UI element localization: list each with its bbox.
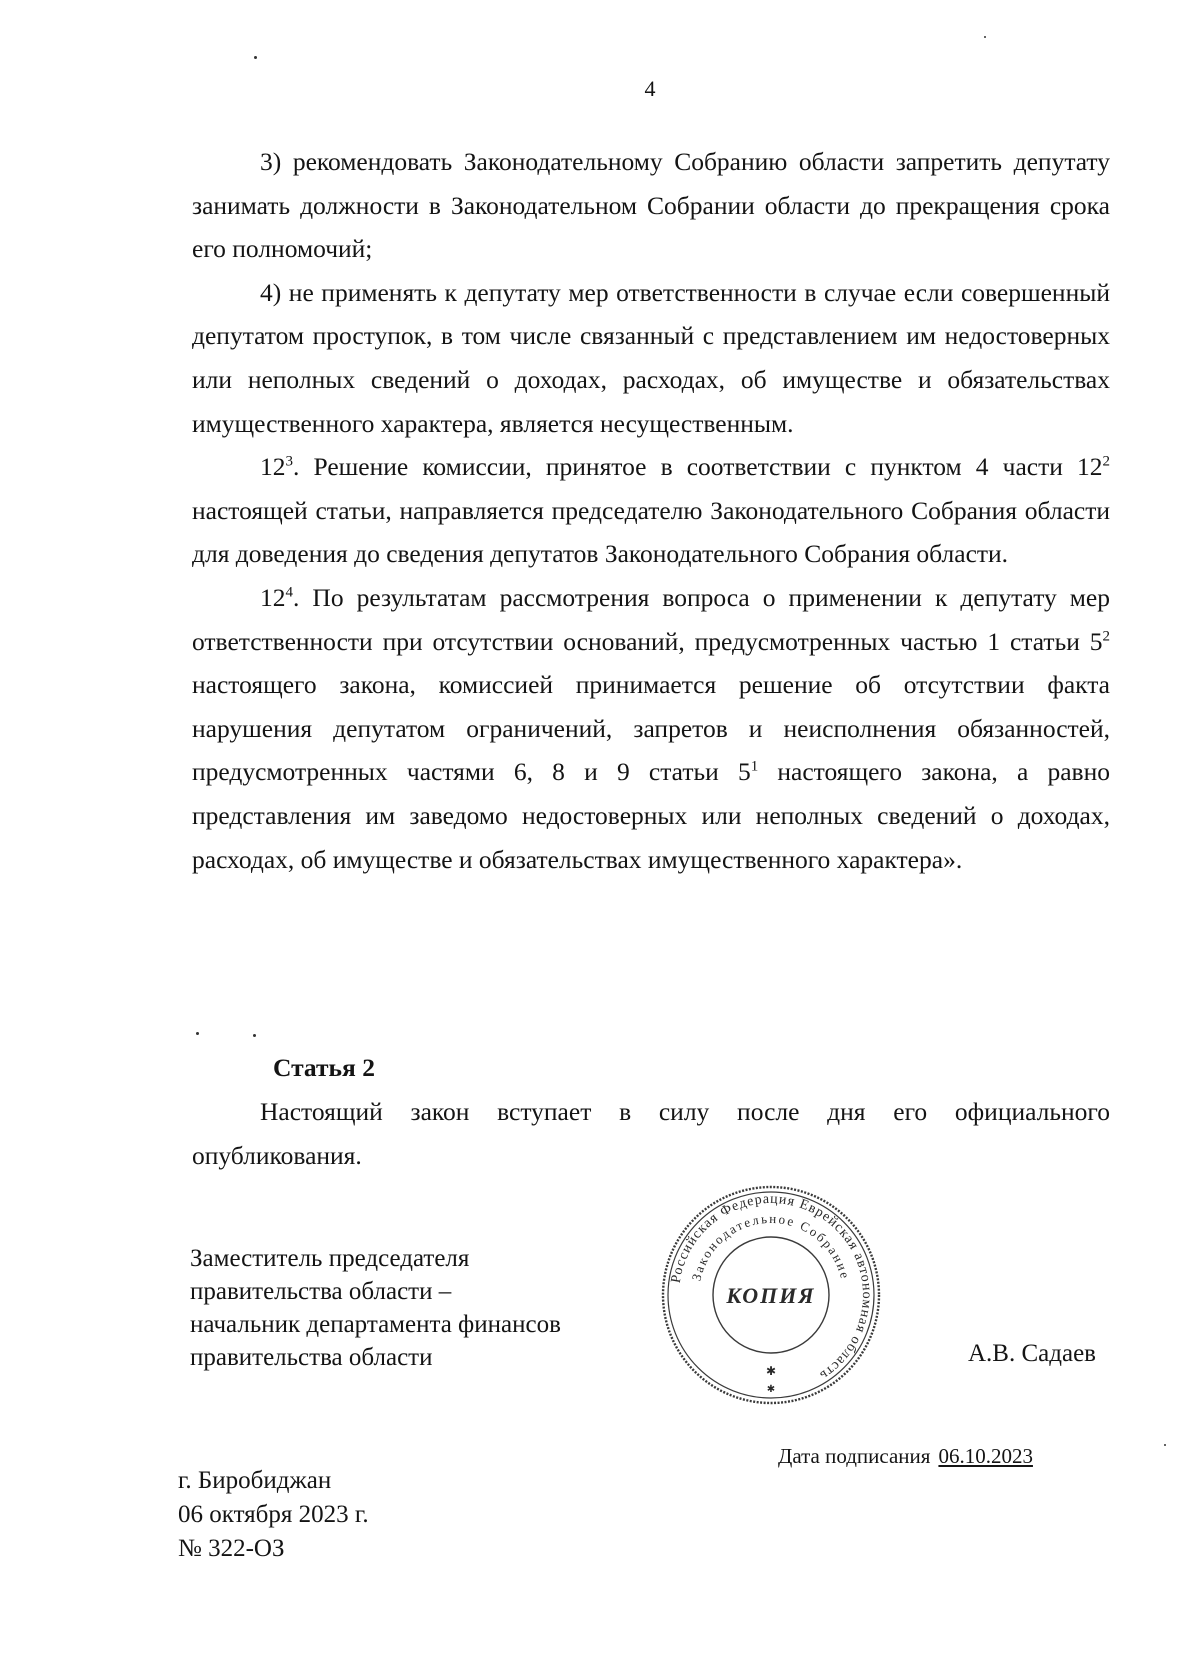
star-icon: ✱	[766, 1384, 776, 1395]
superscript: 2	[1102, 628, 1110, 645]
paragraph-item-3: 3) рекомендовать Законодательному Собранию области запретить депутату занимать должности в Законодательном Собрании области до прекращения срока его полномочий;	[192, 147, 1110, 264]
article-paragraph: Настоящий закон вступает в силу после дня его официального опубликования.	[192, 1097, 1110, 1170]
paragraph-text: настоящей статьи, направляется председателю Законодательного Собрания области для доведения до сведения депутатов Законодательного Собрания области.	[192, 495, 1110, 569]
paragraph-number: 12	[260, 452, 286, 482]
signing-date	[778, 1444, 1033, 1469]
law-number: № 322-ОЗ	[178, 1535, 285, 1562]
paragraph-12-4	[192, 576, 1110, 881]
scan-speck	[196, 1032, 199, 1035]
paragraph-number: 12	[260, 582, 286, 612]
scan-speck	[984, 36, 986, 38]
signer-position-line: начальник департамента финансов	[190, 1311, 561, 1338]
scan-speck	[253, 1034, 256, 1037]
signing-date-value: 06.10.2023	[938, 1444, 1033, 1468]
law-body	[192, 140, 1110, 881]
signer-position-line: правительства области –	[190, 1278, 452, 1305]
signer-name: А.В. Садаев	[968, 1340, 1096, 1367]
paragraph-text: . Решение комиссии, принятое в соответствии с пунктом 4 части 12	[293, 452, 1103, 482]
official-stamp	[658, 1182, 884, 1408]
footer-block	[178, 1464, 369, 1566]
paragraph-text: настоящего закона, а равно представления им заведомо недостоверных или неполных сведений о доходах, расходах, об имуществе и обязательствах имущественного характера».	[192, 757, 1110, 874]
superscript: 2	[1102, 453, 1110, 470]
article-heading: Статья 2	[273, 1053, 375, 1082]
stamp-center-text: КОПИЯ	[726, 1283, 816, 1308]
signing-date-label: Дата подписания	[778, 1444, 931, 1468]
signer-position-line: Заместитель председателя	[190, 1245, 470, 1272]
superscript: 4	[285, 584, 293, 601]
paragraph-text: . По результатам рассмотрения вопроса о применении к депутату мер ответственности при отсутствии оснований, предусмотренных частью 1 статьи 5	[192, 582, 1110, 656]
superscript: 1	[750, 758, 759, 775]
superscript: 3	[285, 453, 293, 470]
article-text	[192, 1090, 1110, 1177]
stamp-inner-text: Законодательное Собрание	[688, 1210, 854, 1283]
paragraph-12-3	[192, 445, 1110, 576]
stamp-outer-text: Российская Федерация Еврейская автономная область	[668, 1191, 875, 1384]
page-number: 4	[644, 76, 656, 101]
law-date: 06 октября 2023 г.	[178, 1501, 369, 1528]
star-icon: ✱	[765, 1364, 777, 1378]
city: г. Биробиджан	[178, 1467, 332, 1494]
signer-position-line: правительства области	[190, 1344, 433, 1371]
scan-speck	[254, 56, 257, 59]
paragraph-item-4: 4) не применять к депутату мер ответственности в случае если совершенный депутатом проступок, в том числе связанный с представлением им недостоверных или неполных сведений о доходах, расходах, об имуществе и обязательствах имущественного характера, является несущественным.	[192, 277, 1110, 438]
scan-speck	[1164, 1444, 1166, 1446]
paragraph-text: настоящего закона, комиссией принимается решение об отсутствии факта нарушения депутатом ограничений, запретов и неисполнения обязанностей, предусмотренных частями 6, 8 и 9 статьи 5	[192, 670, 1110, 787]
signer-position	[190, 1242, 561, 1374]
